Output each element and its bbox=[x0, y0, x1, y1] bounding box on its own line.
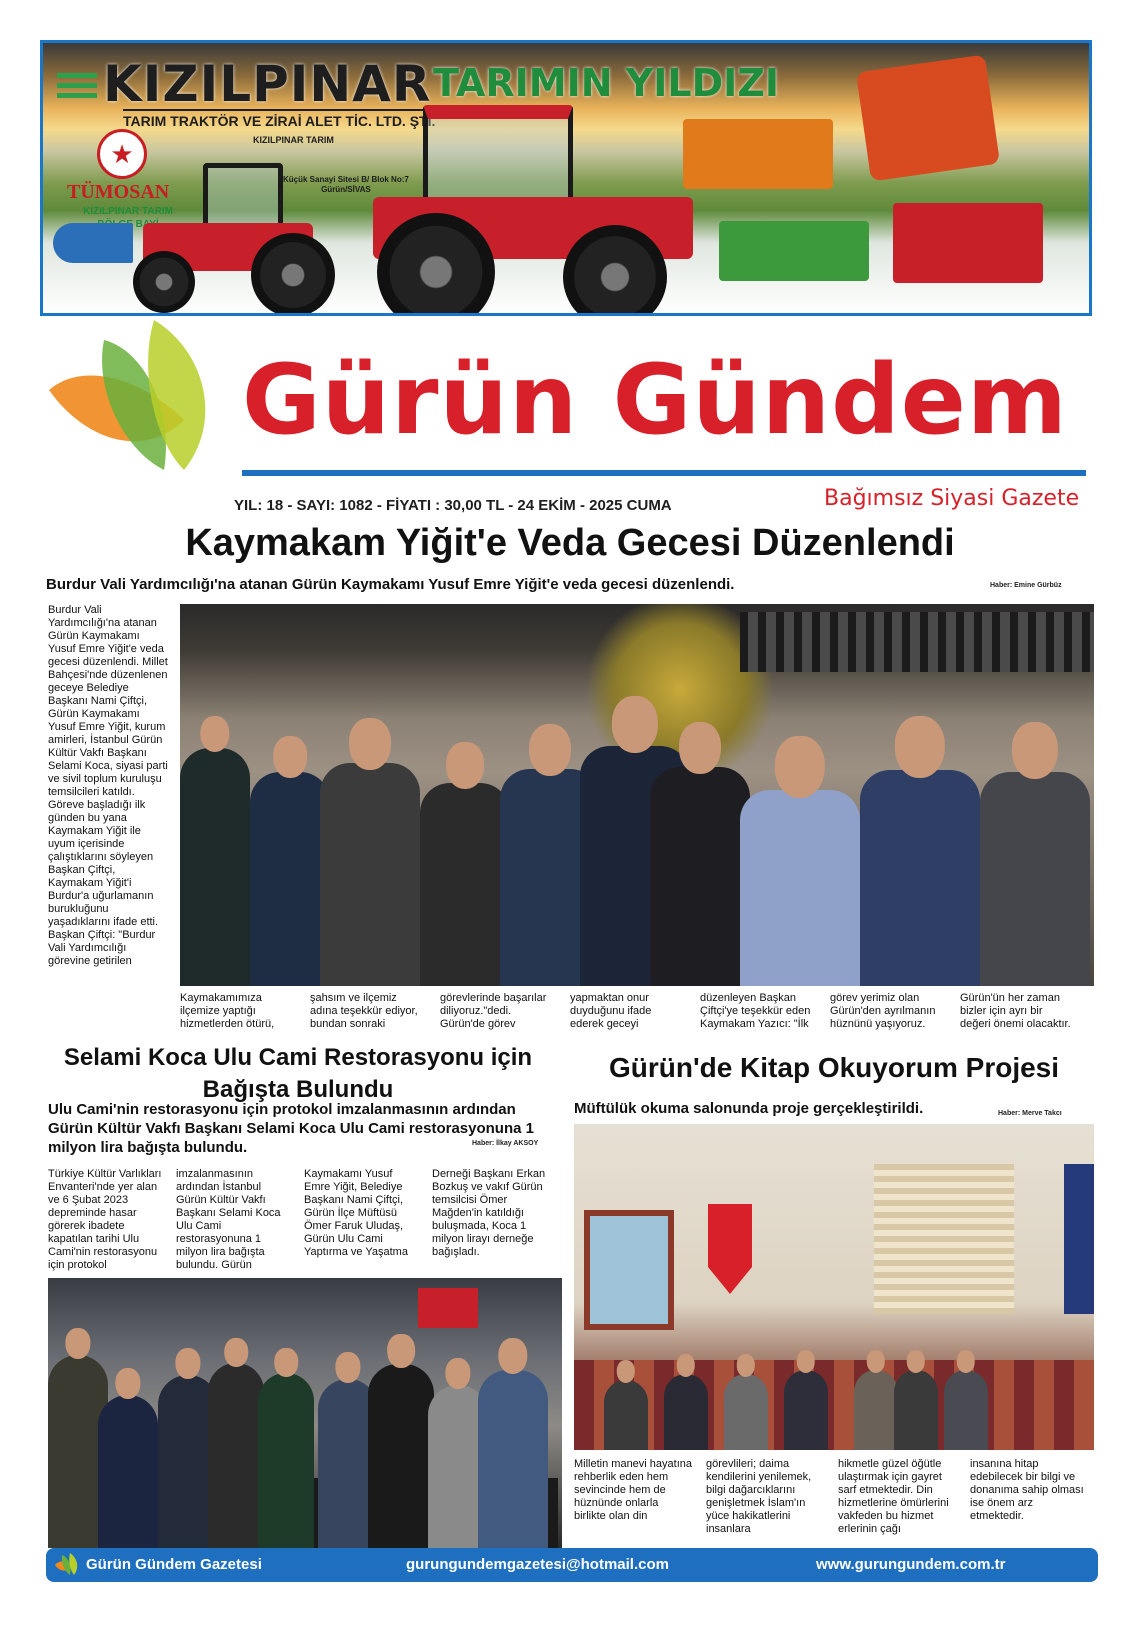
person-figure bbox=[650, 722, 750, 986]
headline-story1: Kaymakam Yiğit'e Veda Gecesi Düzenlendi bbox=[185, 522, 955, 564]
story2-text-column: Türkiye Kültür Varlıkları Envanteri'nde yer alan ve 6 Şubat 2023 depreminde hasar görerek ibadete kapatılan tarihi Ulu Cami'nin restorasyonu için protokol bbox=[48, 1168, 162, 1271]
window-left bbox=[584, 1210, 674, 1330]
story3-text-column: görevlileri; daima kendilerini yenilemek, bilgi dağarcıklarını genişletmek İslam'ın yüce hakikatlerini insanlara bbox=[706, 1458, 812, 1535]
donation-photo bbox=[48, 1278, 562, 1548]
story1-text-column: Kaymakamımıza ilçemize yaptığı hizmetlerden ötürü, bbox=[180, 992, 275, 1030]
person-figure bbox=[724, 1354, 768, 1450]
ad-slogan: TARIMIN YILDIZI bbox=[433, 61, 780, 105]
person-figure bbox=[740, 736, 860, 986]
ad-address-line2: Gürün/SİVAS bbox=[321, 185, 371, 194]
ad-company-name: TARIM TRAKTÖR VE ZİRAİ ALET TİC. LTD. ŞTİ. bbox=[123, 109, 435, 129]
orange-seeder-image bbox=[683, 119, 833, 189]
person-figure bbox=[860, 716, 980, 986]
ad-mini-brand: KIZILPINAR TARIM bbox=[253, 135, 334, 145]
person-figure bbox=[180, 716, 250, 986]
person-figure bbox=[478, 1338, 548, 1548]
person-figure bbox=[320, 718, 420, 986]
story1-text-column: görev yerimiz olan Gürün'den ayrılmanın hüznünü yaşıyoruz. bbox=[830, 992, 936, 1030]
person-figure bbox=[258, 1348, 314, 1548]
window-blinds bbox=[874, 1164, 1014, 1314]
person-figure bbox=[944, 1350, 988, 1450]
story1-text-column: görevlerinde başarılar diliyoruz."dedi. Gürün'de görev bbox=[440, 992, 547, 1030]
person-figure bbox=[980, 722, 1090, 986]
large-tractor-image bbox=[373, 105, 703, 316]
story3-text-column: Milletin manevi hayatına rehberlik eden hem sevincinde hem de hüznünde onlarla birlikte olan din bbox=[574, 1458, 693, 1522]
reading-room-photo bbox=[574, 1124, 1094, 1450]
byline-story2: Haber: İlkay AKSOY bbox=[472, 1140, 539, 1147]
footer-email-link[interactable]: gurungundemgazetesi@hotmail.com bbox=[406, 1556, 669, 1573]
red-plough-image bbox=[856, 54, 1000, 181]
person-figure bbox=[368, 1334, 434, 1548]
story1-side-column: Burdur Vali Yardımcılığı'na atanan Gürün Kaymakamı Yusuf Emre Yiğit'e veda gecesi düzenlendi. Millet Bahçesi'nde düzenlenen geceye Belediye Başkanı Nami Çiftçi, Gürün Kaymakamı Yusuf Emre Yiğit, kurum amirleri, İstanbul Gürün Kültür Vakfı Başkanı Selami Koca, siyasi parti ve sivil toplum kuruluşu temsilcileri katıldı. Göreve başladığı ilk günden bu yana Kaymakam Yiğit ile uyum içerisinde çalıştıklarını söyleyen Başkan Çiftçi, Kaymakam Yiğit'i Burdur'a uğurlamanın burukluğunu yaşadıklarını ifade etti. Başkan Çiftçi: "Burdur Vali Yardımcılığı görevine getirilen bbox=[48, 604, 168, 967]
ad-address-line1: Küçük Sanayi Sitesi B/ Blok No:7 bbox=[283, 175, 409, 184]
person-figure bbox=[250, 736, 330, 986]
person-figure bbox=[784, 1350, 828, 1450]
star-logo-icon: ★ bbox=[97, 129, 147, 179]
story2-text-column: Derneği Başkanı Erkan Bozkuş ve vakıf Gürün temsilcisi Ömer Mağden'in katıldığı buluşmada, Koca 1 milyon lirayı derneğe bağışladı. bbox=[432, 1168, 546, 1258]
byline-story1: Haber: Emine Gürbüz bbox=[990, 582, 1062, 589]
ad-partner-brand: TÜMOSAN bbox=[67, 181, 170, 203]
story3-text-column: hikmetle güzel öğütle ulaştırmak için gayret sarf etmektedir. Din hizmetlerine ömürlerini vakfeden bu hizmet erlerinin çağı bbox=[838, 1458, 949, 1535]
person-figure bbox=[208, 1338, 264, 1548]
floor-cushions bbox=[574, 1360, 1094, 1450]
byline-story3: Haber: Merve Takcı bbox=[998, 1110, 1062, 1117]
person-figure bbox=[894, 1350, 938, 1450]
deck-story3: Müftülük okuma salonunda proje gerçekleştirildi. bbox=[574, 1100, 924, 1117]
headline-story3: Gürün'de Kitap Okuyorum Projesi bbox=[608, 1052, 1060, 1083]
footer-website-link[interactable]: www.gurungundem.com.tr bbox=[816, 1556, 1006, 1573]
story2-text-column: Kaymakamı Yusuf Emre Yiğit, Belediye Başkanı Nami Çiftçi, Gürün İlçe Müftüsü Ömer Faruk Uludaş, Gürün Ulu Cami Yaptırma ve Yaşatma bbox=[304, 1168, 408, 1258]
ad-brand-name: KIZILPINAR bbox=[103, 55, 432, 113]
tagline: Bağımsız Siyasi Gazete bbox=[824, 486, 1080, 511]
story3-text-column: insanına hitap edebilecek bir bilgi ve donanıma sahip olması ise önem arz etmektedir. bbox=[970, 1458, 1084, 1522]
issue-info: YIL: 18 - SAYI: 1082 - FİYATI : 30,00 TL - 24 EKİM - 2025 CUMA bbox=[234, 497, 672, 514]
leaf-logo-icon bbox=[44, 320, 234, 480]
railing bbox=[740, 612, 1094, 672]
story1-text-column: şahsım ve ilçemiz adına teşekkür ediyor, bundan sonraki bbox=[310, 992, 418, 1030]
footer-newspaper-name: Gürün Gündem Gazetesi bbox=[86, 1556, 262, 1573]
footer-bar bbox=[46, 1548, 1098, 1582]
person-figure bbox=[604, 1360, 648, 1450]
deck-story1: Burdur Vali Yardımcılığı'na atanan Gürün Kaymakamı Yusuf Emre Yiğit'e veda gecesi düzenlendi. bbox=[46, 576, 735, 593]
story1-text-column: yapmaktan onur duyduğunu ifade ederek geceyi bbox=[570, 992, 652, 1030]
footer-leaf-icon bbox=[54, 1553, 80, 1577]
green-seeder-image bbox=[719, 221, 869, 281]
story1-text-column: düzenleyen Başkan Çiftçi'ye teşekkür eden Kaymakam Yazıcı: "İlk bbox=[700, 992, 811, 1030]
deck-story2: Ulu Cami'nin restorasyonu için protokol imzalanmasının ardından Gürün Kültür Vakfı Başkanı Selami Koca Ulu Cami restorasyonuna 1 milyon lira bağışta bulundu. bbox=[48, 1101, 534, 1156]
banner-stand bbox=[1064, 1164, 1094, 1314]
person-figure bbox=[664, 1354, 708, 1450]
farewell-night-photo bbox=[180, 604, 1094, 986]
turkish-flag bbox=[708, 1204, 752, 1294]
brand-speed-lines bbox=[57, 73, 97, 103]
person-figure bbox=[98, 1368, 158, 1548]
advertisement-banner bbox=[40, 40, 1092, 316]
masthead-rule bbox=[242, 470, 1086, 476]
newspaper-title: Gürün Gündem bbox=[242, 344, 1068, 456]
ad-dealer-line1: KIZILPINAR TARIM bbox=[83, 206, 173, 217]
headline-story2: Selami Koca Ulu Cami Restorasyonu için Bağışta Bulundu bbox=[63, 1044, 533, 1103]
red-harvester-image bbox=[893, 203, 1043, 283]
flag-portrait bbox=[418, 1288, 478, 1328]
person-figure bbox=[854, 1350, 898, 1450]
plough-image bbox=[53, 223, 133, 263]
story1-text-column: Gürün'ün her zaman bizler için ayrı bir değeri önemi olacaktır. bbox=[960, 992, 1071, 1030]
person-figure bbox=[420, 742, 510, 986]
story2-text-column: imzalanmasının ardından İstanbul Gürün Kültür Vakfı Başkanı Selami Koca Ulu Cami restorasyonuna 1 milyon lira bağışta bulundu. Gürün bbox=[176, 1168, 281, 1271]
small-tractor-image bbox=[133, 163, 343, 313]
